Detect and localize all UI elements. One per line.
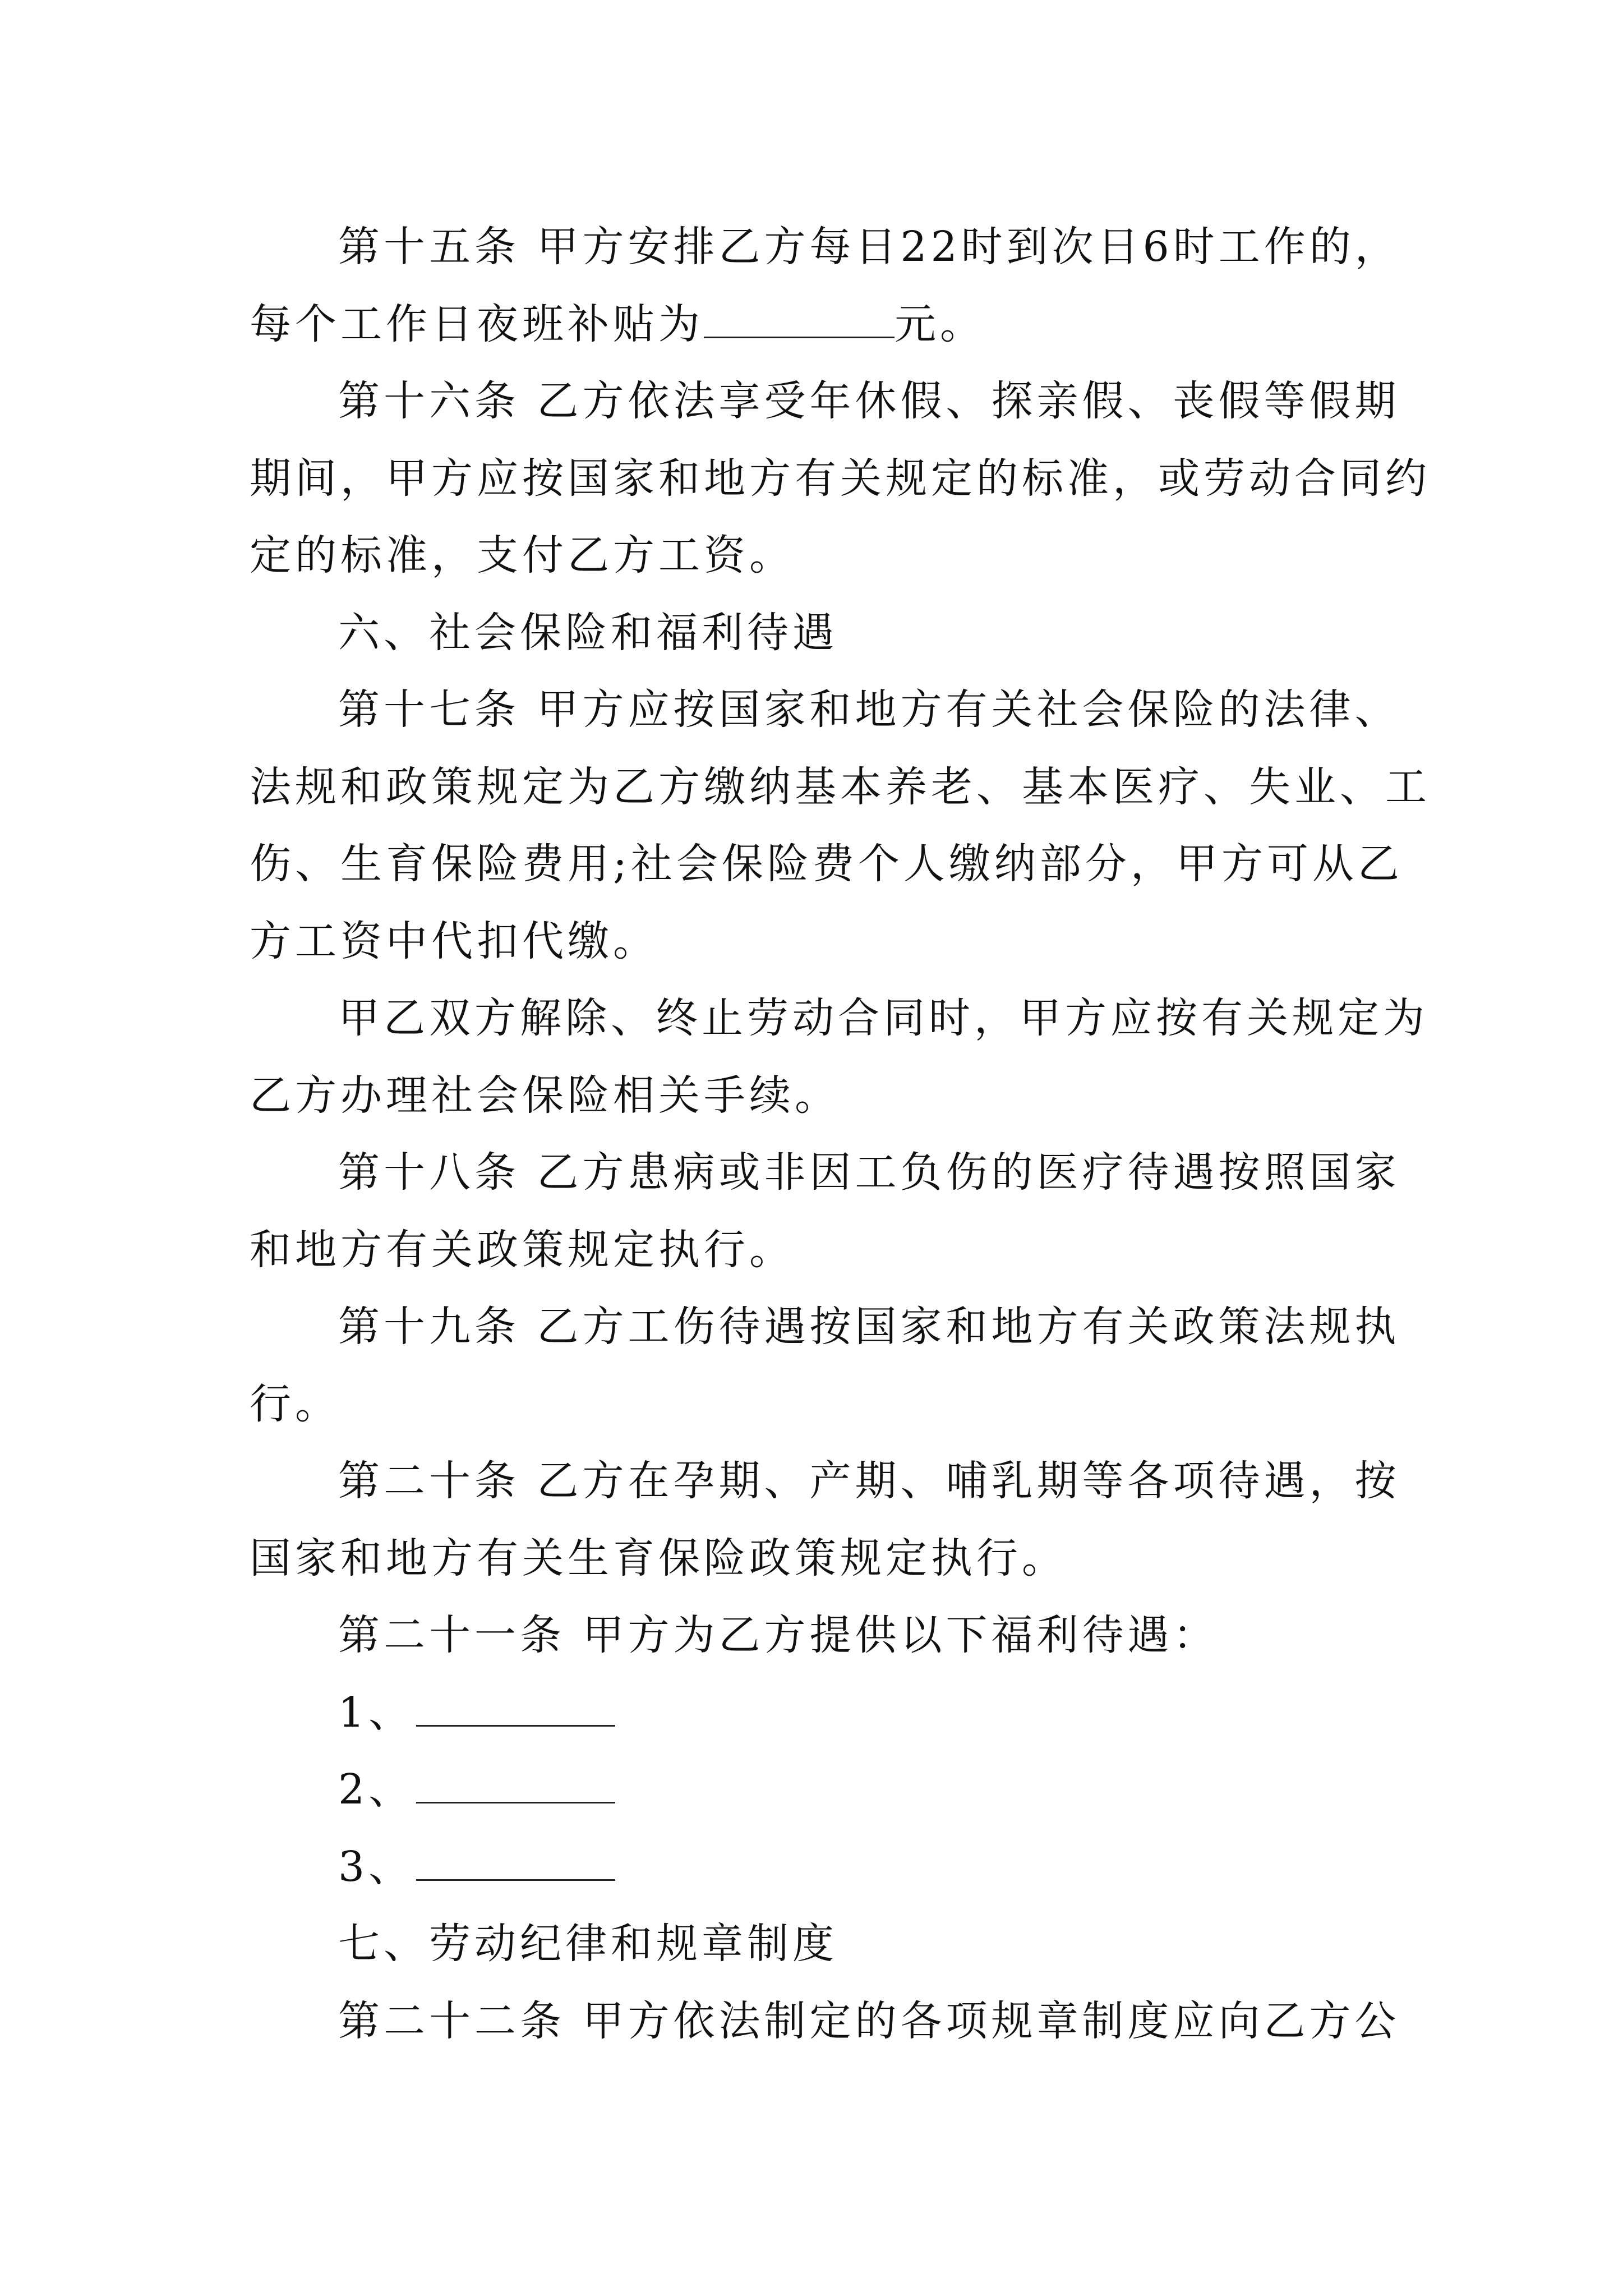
article-17-line-4: 方工资中代扣代缴。 [250, 917, 658, 965]
article-18 [250, 1134, 1400, 1289]
night-allowance-blank [704, 303, 895, 338]
article-20-line-2: 国家和地方有关生育保险政策规定执行。 [250, 1534, 1067, 1582]
welfare-item-number: 3、 [338, 1842, 414, 1891]
article-19-line-2: 行。 [250, 1379, 340, 1428]
article-15-line-1: 第十五条 甲方安排乙方每日22时到次日6时工作的， [338, 223, 1400, 271]
article-20-line-1: 第二十条 乙方在孕期、产期、哺乳期等各项待遇，按 [338, 1457, 1400, 1505]
section-7-heading-text: 七、劳动纪律和规章制度 [338, 1920, 838, 1968]
article-17-line-1: 第十七条 甲方应按国家和地方有关社会保险的法律、 [338, 685, 1400, 734]
article-19-line-1: 第十九条 乙方工伤待遇按国家和地方有关政策法规执 [338, 1303, 1400, 1351]
section-7-heading [250, 1906, 1388, 1983]
article-19 [250, 1289, 1400, 1443]
article-20 [250, 1443, 1400, 1597]
article-22 [250, 1983, 1400, 2060]
article-15-line-2-text: 每个工作日夜班补贴为 [250, 300, 704, 348]
welfare-item [250, 1674, 1388, 1752]
article-17-paragraph-2 [250, 980, 1428, 1134]
section-6-heading [250, 595, 1388, 672]
welfare-item [250, 1829, 1388, 1906]
section-6-heading-text: 六、社会保险和福利待遇 [338, 608, 838, 657]
article-15-line-2-suffix: 元。 [895, 300, 985, 348]
article-21 [250, 1597, 1388, 1906]
article-17-line-2: 法规和政策规定为乙方缴纳基本养老、基本医疗、失业、工 [250, 762, 1431, 811]
welfare-item-number: 2、 [338, 1765, 414, 1814]
article-17-line-3: 伤、生育保险费用;社会保险费个人缴纳部分，甲方可从乙 [250, 840, 1403, 888]
welfare-item-blank [416, 1691, 615, 1727]
article-18-line-2: 和地方有关政策规定执行。 [250, 1225, 795, 1274]
article-17b-line-1: 甲乙双方解除、终止劳动合同时，甲方应按有关规定为 [338, 994, 1428, 1042]
article-15-line-2 [250, 286, 1388, 364]
welfare-item [250, 1751, 1388, 1829]
article-16-line-3: 定的标准，支付乙方工资。 [250, 531, 795, 579]
document-body [250, 209, 1431, 2060]
welfare-item-blank [416, 1768, 615, 1803]
article-15 [250, 209, 1400, 363]
article-16-line-2: 期间，甲方应按国家和地方有关规定的标准，或劳动合同约 [250, 454, 1431, 503]
welfare-item-blank [416, 1846, 615, 1881]
article-17 [250, 671, 1431, 980]
article-16 [250, 363, 1431, 595]
article-21-line-1: 第二十一条 甲方为乙方提供以下福利待遇： [338, 1611, 1219, 1659]
article-18-line-1: 第十八条 乙方患病或非因工负伤的医疗待遇按照国家 [338, 1148, 1400, 1197]
article-22-line-1: 第二十二条 甲方依法制定的各项规章制度应向乙方公 [338, 1996, 1400, 2045]
article-16-line-1: 第十六条 乙方依法享受年休假、探亲假、丧假等假期 [338, 377, 1400, 425]
article-17b-line-2: 乙方办理社会保险相关手续。 [250, 1071, 840, 1120]
welfare-item-number: 1、 [338, 1688, 414, 1737]
